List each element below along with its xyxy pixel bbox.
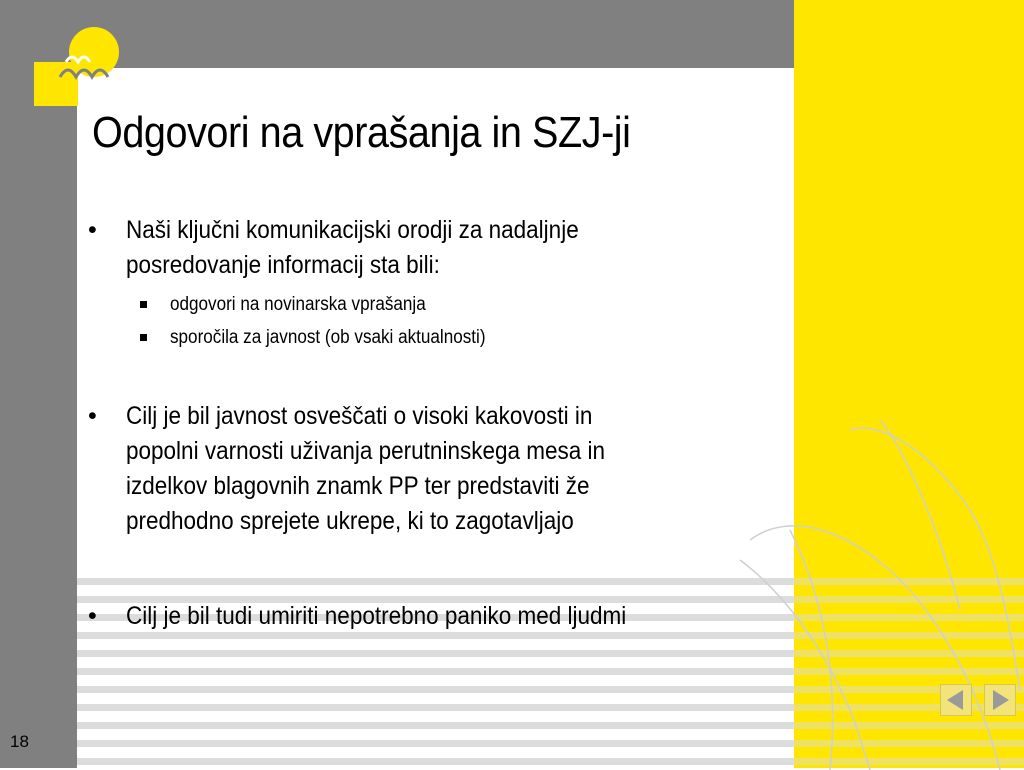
bullet-line: popolni varnosti uživanja perutninskega mesa in	[126, 437, 606, 465]
left-band	[0, 0, 77, 768]
next-slide-button[interactable]	[984, 684, 1016, 716]
previous-slide-button[interactable]	[940, 684, 972, 716]
bullet-dot: •	[88, 402, 97, 430]
logo-sun-icon	[34, 22, 124, 112]
decorative-curves	[730, 390, 1024, 770]
bullet-line: posredovanje informacij sta bili:	[126, 251, 440, 279]
bullet-text	[126, 213, 579, 283]
square-bullet-icon	[140, 301, 147, 308]
slide-number: 18	[10, 732, 29, 751]
bullet-line: predhodno sprejete ukrepe, ki to zagotavljajo	[126, 507, 574, 535]
bullet-text	[126, 599, 626, 634]
bullet-line: Cilj je bil javnost osveščati o visoki kakovosti in	[126, 402, 593, 430]
slide-title: Odgovori na vprašanja in SZJ-ji	[92, 108, 631, 157]
bullet-line: Naši ključni komunikacijski orodji za nadaljnje	[126, 216, 579, 244]
sub-bullet-text: sporočila za javnost (ob vsaki aktualnosti)	[170, 327, 486, 348]
bullet-dot: •	[88, 602, 97, 630]
triangle-left-icon	[941, 685, 971, 715]
bullet-line: izdelkov blagovnih znamk PP ter predstaviti že	[126, 472, 590, 500]
bullet-line: Cilj je bil tudi umiriti nepotrebno paniko med ljudmi	[126, 602, 627, 630]
sub-bullet-text: odgovori na novinarska vprašanja	[170, 294, 426, 315]
triangle-right-icon	[985, 685, 1015, 715]
bullet-dot: •	[88, 216, 97, 244]
bullet-text	[126, 399, 605, 539]
square-bullet-icon	[140, 334, 147, 341]
